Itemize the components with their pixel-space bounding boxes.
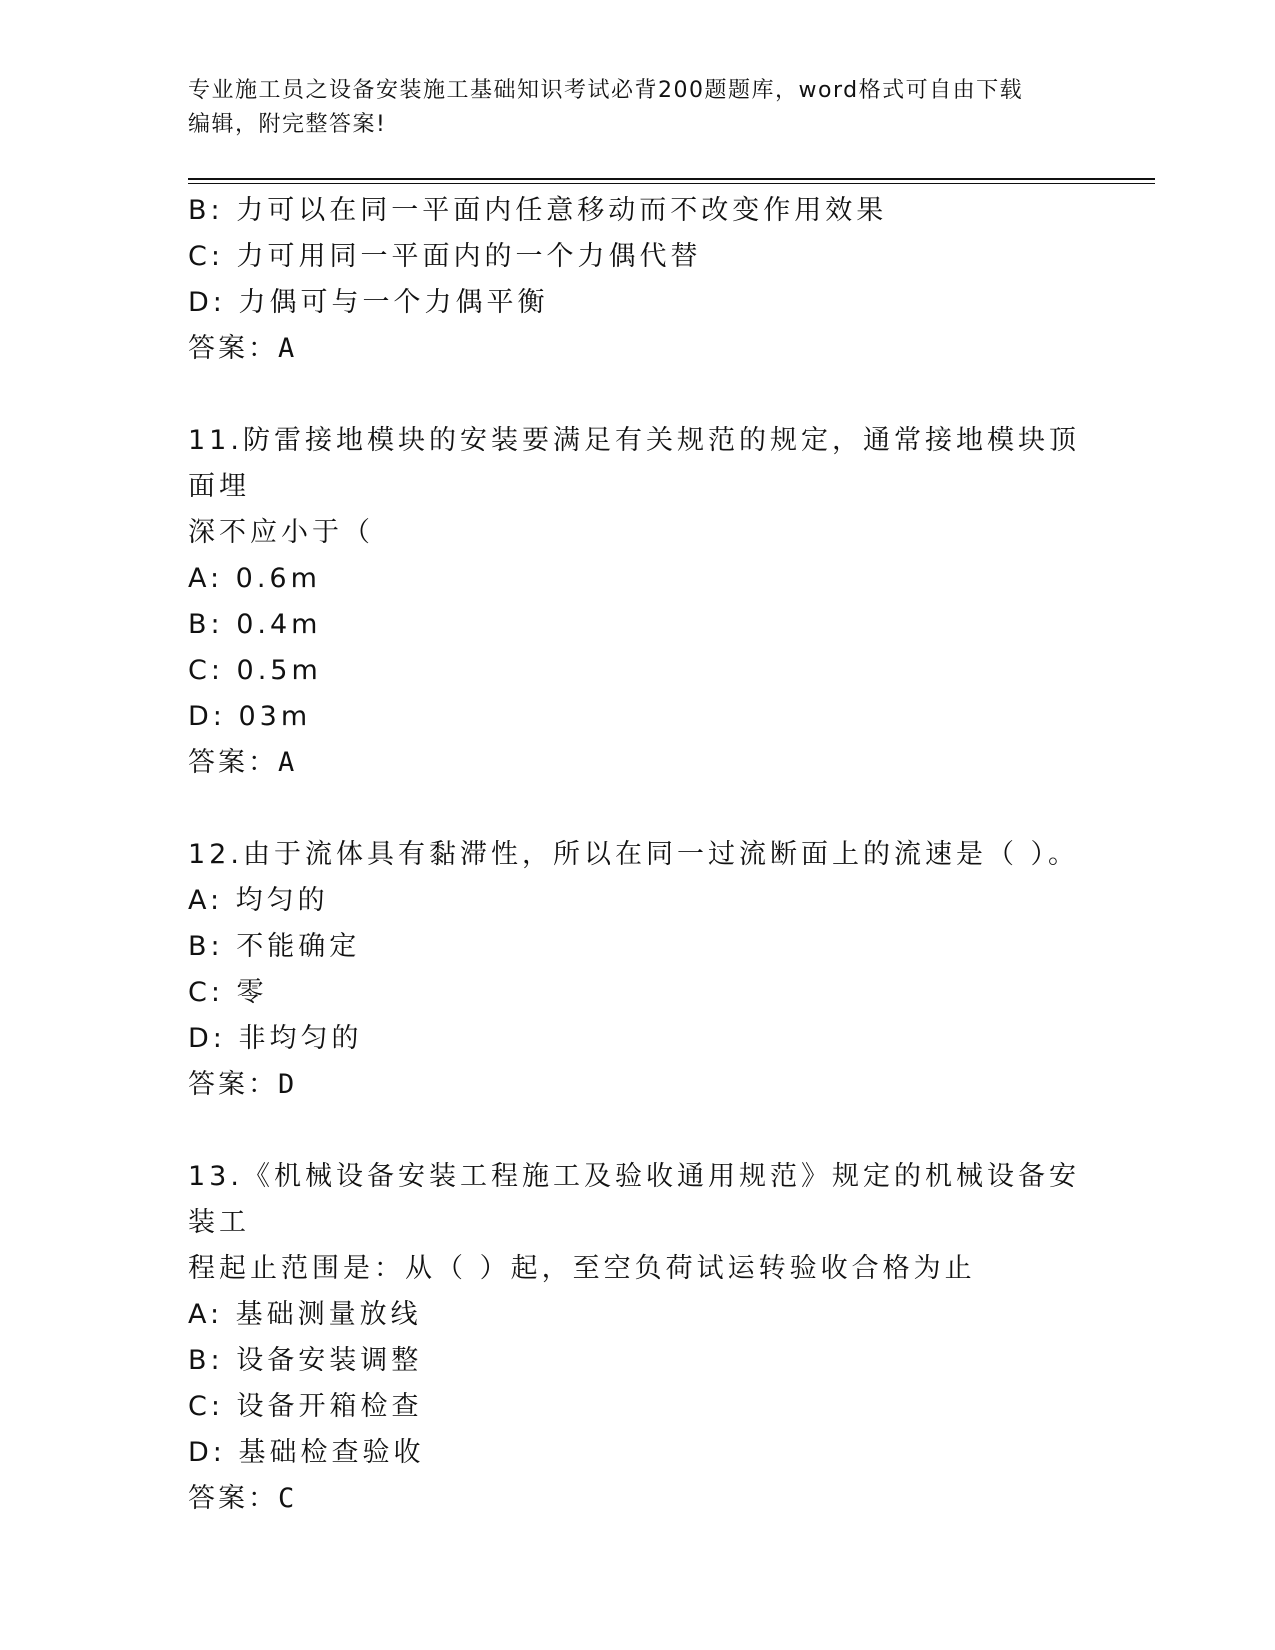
question-text-line-1: 11.防雷接地模块的安装要满足有关规范的规定，通常接地模块顶面埋 xyxy=(188,425,1080,502)
header-line-2: 编辑，附完整答案! xyxy=(188,112,387,137)
option-c: C: 力可用同一平面内的一个力偶代替 xyxy=(188,241,702,272)
question-text-line-1: 13.《机械设备安装工程施工及验收通用规范》规定的机械设备安装工 xyxy=(188,1161,1080,1238)
answer-line: 答案：C xyxy=(188,1483,298,1514)
header-divider-thin xyxy=(188,183,1155,184)
document-header xyxy=(188,74,1068,142)
question-text-line-1: 12.由于流体具有黏滞性，所以在同一过流断面上的流速是（ ）。 xyxy=(188,839,1080,870)
option-c: C: 设备开箱检查 xyxy=(188,1391,423,1422)
question-list xyxy=(188,188,1088,1522)
header-divider-thick xyxy=(188,178,1155,180)
option-b: B: 设备安装调整 xyxy=(188,1345,423,1376)
answer-line: 答案：D xyxy=(188,1069,298,1100)
option-b: B: 不能确定 xyxy=(188,931,361,962)
question-12 xyxy=(188,832,1088,1108)
question-13 xyxy=(188,1154,1088,1522)
option-c: C: 0.5m xyxy=(188,655,322,686)
answer-line: 答案：A xyxy=(188,333,298,364)
option-d: D: 03m xyxy=(188,701,312,732)
option-a: A: 0.6m xyxy=(188,563,321,594)
question-11 xyxy=(188,418,1088,786)
question-text-line-2: 程起止范围是：从（ ）起，至空负荷试运转验收合格为止 xyxy=(188,1253,976,1284)
option-d: D: 基础检查验收 xyxy=(188,1437,425,1468)
question-text-line-2: 深不应小于（ xyxy=(188,517,374,548)
option-b: B: 力可以在同一平面内任意移动而不改变作用效果 xyxy=(188,195,888,226)
option-d: D: 力偶可与一个力偶平衡 xyxy=(188,287,549,318)
option-a: A: 均匀的 xyxy=(188,885,329,916)
option-b: B: 0.4m xyxy=(188,609,322,640)
option-c: C: 零 xyxy=(188,977,268,1008)
answer-line: 答案：A xyxy=(188,747,298,778)
option-a: A: 基础测量放线 xyxy=(188,1299,422,1330)
option-d: D: 非均匀的 xyxy=(188,1023,363,1054)
previous-question-tail xyxy=(188,188,1088,372)
header-line-1: 专业施工员之设备安装施工基础知识考试必背200题题库，word格式可自由下载 xyxy=(188,78,1024,103)
